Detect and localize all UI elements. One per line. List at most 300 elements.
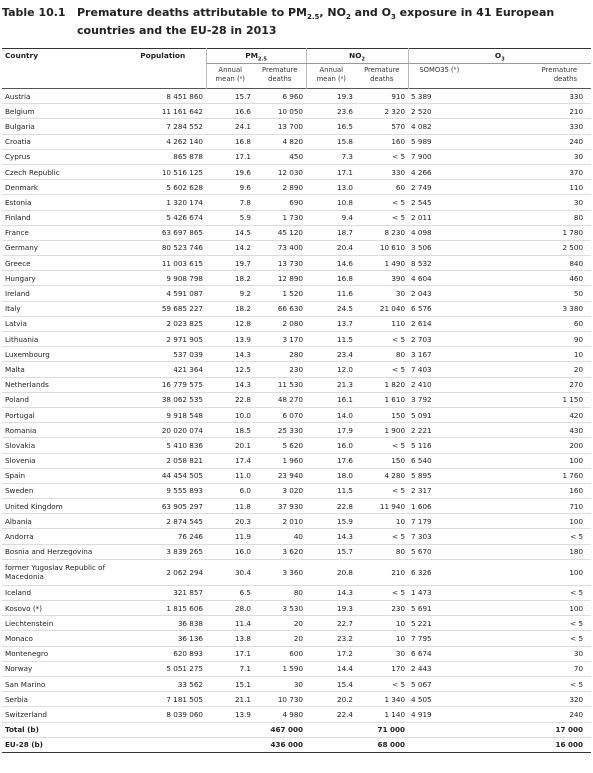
o3-deaths-cell: 100 xyxy=(470,559,591,585)
somo35-cell: 5 221 xyxy=(408,616,470,631)
somo35-cell: 5 116 xyxy=(408,438,470,453)
o3-deaths-cell: 270 xyxy=(470,377,591,392)
no2-mean-cell: 22.7 xyxy=(306,616,356,631)
o3-deaths-cell: 110 xyxy=(470,180,591,195)
pm25-deaths-cell: 2 080 xyxy=(254,316,306,331)
table-row xyxy=(2,585,591,600)
table-row xyxy=(2,468,591,483)
somo35-cell: 4 082 xyxy=(408,119,470,134)
no2-mean-cell: 17.6 xyxy=(306,453,356,468)
pm25-deaths-cell: 1 960 xyxy=(254,453,306,468)
population-cell: 38 062 535 xyxy=(120,392,206,407)
pm25-mean-cell: 16.0 xyxy=(206,544,254,559)
no2-deaths-cell: 210 xyxy=(356,559,408,585)
pm25-deaths-cell: 450 xyxy=(254,149,306,164)
pm25-deaths-cell: 45 120 xyxy=(254,225,306,240)
population-cell: 11 161 642 xyxy=(120,104,206,119)
pm25-mean-cell: 24.1 xyxy=(206,119,254,134)
country-cell: Croatia xyxy=(2,134,120,149)
o3-deaths-cell: 370 xyxy=(470,164,591,179)
pm25-mean-cell: 16.6 xyxy=(206,104,254,119)
o3-deaths-cell: 100 xyxy=(470,453,591,468)
no2-deaths-cell: 1 140 xyxy=(356,707,408,722)
no2-deaths-cell: 170 xyxy=(356,661,408,676)
pm25-mean-cell: 11.9 xyxy=(206,529,254,544)
no2-deaths-cell: < 5 xyxy=(356,676,408,691)
o3-total-cell: 17 000 xyxy=(470,722,591,737)
no2-deaths-cell: 1 820 xyxy=(356,377,408,392)
somo35-cell: 8 532 xyxy=(408,256,470,271)
table-row xyxy=(2,347,591,362)
somo35-cell: 6 540 xyxy=(408,453,470,468)
empty-cell xyxy=(206,722,254,737)
no2-mean-cell: 18.7 xyxy=(306,225,356,240)
table-row xyxy=(2,559,591,585)
o3-deaths-cell: 240 xyxy=(470,707,591,722)
population-cell: 9 908 798 xyxy=(120,271,206,286)
population-cell: 3 839 265 xyxy=(120,544,206,559)
o3-deaths-cell: 1 780 xyxy=(470,225,591,240)
no2-deaths-cell: 80 xyxy=(356,544,408,559)
country-cell: Poland xyxy=(2,392,120,407)
header-row-main xyxy=(2,49,591,64)
no2-mean-cell: 13.0 xyxy=(306,180,356,195)
somo35-cell: 6 576 xyxy=(408,301,470,316)
o3-deaths-cell: 210 xyxy=(470,104,591,119)
pm25-deaths-cell: 37 930 xyxy=(254,499,306,514)
country-cell: Bulgaria xyxy=(2,119,120,134)
no2-mean-cell: 23.4 xyxy=(306,347,356,362)
o3-deaths-cell: 710 xyxy=(470,499,591,514)
pm25-deaths-cell: 3 170 xyxy=(254,332,306,347)
no2-mean-cell: 14.0 xyxy=(306,407,356,422)
header-pm-mean: Annual mean (ᵃ) xyxy=(206,64,254,89)
country-cell: Kosovo (*) xyxy=(2,601,120,616)
population-cell: 421 364 xyxy=(120,362,206,377)
no2-deaths-cell: < 5 xyxy=(356,195,408,210)
somo35-cell: 4 098 xyxy=(408,225,470,240)
pm25-mean-cell: 7.8 xyxy=(206,195,254,210)
no2-mean-cell: 14.3 xyxy=(306,529,356,544)
somo35-cell: 5 091 xyxy=(408,407,470,422)
country-cell: Latvia xyxy=(2,316,120,331)
population-cell: 2 058 821 xyxy=(120,453,206,468)
somo35-cell: 7 179 xyxy=(408,514,470,529)
no2-mean-cell: 19.3 xyxy=(306,89,356,104)
no2-mean-cell: 19.3 xyxy=(306,601,356,616)
somo35-cell: 2 317 xyxy=(408,483,470,498)
no2-mean-cell: 15.9 xyxy=(306,514,356,529)
no2-deaths-cell: 1 610 xyxy=(356,392,408,407)
o3-deaths-cell: 90 xyxy=(470,332,591,347)
no2-mean-cell: 16.5 xyxy=(306,119,356,134)
pm25-mean-cell: 18.2 xyxy=(206,301,254,316)
table-row xyxy=(2,119,591,134)
table-row xyxy=(2,661,591,676)
country-cell: Austria xyxy=(2,89,120,104)
population-cell: 10 516 125 xyxy=(120,164,206,179)
no2-mean-cell: 16.8 xyxy=(306,271,356,286)
o3-deaths-cell: 430 xyxy=(470,423,591,438)
population-cell: 4 591 087 xyxy=(120,286,206,301)
empty-cell xyxy=(206,737,254,752)
pm25-deaths-cell: 230 xyxy=(254,362,306,377)
table-row xyxy=(2,616,591,631)
population-cell: 5 426 674 xyxy=(120,210,206,225)
pm25-mean-cell: 18.2 xyxy=(206,271,254,286)
population-cell: 63 697 865 xyxy=(120,225,206,240)
no2-deaths-cell: < 5 xyxy=(356,149,408,164)
somo35-cell: 2 011 xyxy=(408,210,470,225)
table-row xyxy=(2,392,591,407)
pm25-mean-cell: 6.0 xyxy=(206,483,254,498)
somo35-cell: 3 506 xyxy=(408,240,470,255)
population-cell: 321 857 xyxy=(120,585,206,600)
pm25-deaths-cell: 23 940 xyxy=(254,468,306,483)
pm25-deaths-cell: 2 010 xyxy=(254,514,306,529)
header-no2-deaths: Premature deaths xyxy=(364,66,400,83)
pm25-deaths-cell: 12 890 xyxy=(254,271,306,286)
pm25-deaths-cell: 66 630 xyxy=(254,301,306,316)
somo35-cell: 7 303 xyxy=(408,529,470,544)
no2-deaths-cell: 10 xyxy=(356,616,408,631)
table-row xyxy=(2,286,591,301)
population-cell: 2 023 825 xyxy=(120,316,206,331)
pm25-mean-cell: 15.1 xyxy=(206,676,254,691)
pm25-mean-cell: 14.5 xyxy=(206,225,254,240)
country-cell: Montenegro xyxy=(2,646,120,661)
no2-deaths-cell: 30 xyxy=(356,646,408,661)
somo35-cell: 5 989 xyxy=(408,134,470,149)
o3-deaths-cell: 80 xyxy=(470,210,591,225)
pm25-mean-cell: 11.0 xyxy=(206,468,254,483)
o3-deaths-cell: 100 xyxy=(470,601,591,616)
population-cell: 8 451 860 xyxy=(120,89,206,104)
country-cell: Romania xyxy=(2,423,120,438)
no2-deaths-cell: 910 xyxy=(356,89,408,104)
table-row xyxy=(2,438,591,453)
population-cell: 1 320 174 xyxy=(120,195,206,210)
somo35-cell: 5 389 xyxy=(408,89,470,104)
population-cell: 5 410 836 xyxy=(120,438,206,453)
table-caption xyxy=(2,6,591,37)
pm25-deaths-cell: 5 620 xyxy=(254,438,306,453)
empty-cell xyxy=(306,722,356,737)
no2-mean-cell: 14.6 xyxy=(306,256,356,271)
pm25-total-cell: 467 000 xyxy=(254,722,306,737)
table-row xyxy=(2,134,591,149)
o3-deaths-cell: 420 xyxy=(470,407,591,422)
no2-deaths-cell: 30 xyxy=(356,286,408,301)
somo35-cell: 4 604 xyxy=(408,271,470,286)
country-cell: Italy xyxy=(2,301,120,316)
o3-deaths-cell: 3 380 xyxy=(470,301,591,316)
pm25-deaths-cell: 3 530 xyxy=(254,601,306,616)
somo35-cell: 4 266 xyxy=(408,164,470,179)
population-cell: 36 838 xyxy=(120,616,206,631)
pm25-mean-cell: 20.3 xyxy=(206,514,254,529)
table-title: Premature deaths attributable to $PM_{2.5}$, $NO_2$ and $O_3$ exposure in 41 European countries and the EU-28 in 2013 xyxy=(77,6,555,38)
no2-mean-cell: 17.1 xyxy=(306,164,356,179)
header-pm-deaths: Premature deaths xyxy=(262,66,298,83)
pm25-mean-cell: 14.3 xyxy=(206,377,254,392)
pm25-deaths-cell: 3 360 xyxy=(254,559,306,585)
header-country: Country xyxy=(5,51,39,60)
country-cell: Hungary xyxy=(2,271,120,286)
empty-cell xyxy=(408,722,470,737)
population-cell: 1 815 606 xyxy=(120,601,206,616)
no2-mean-cell: 17.2 xyxy=(306,646,356,661)
header-o3: $O_3$ xyxy=(408,49,591,64)
table-row xyxy=(2,332,591,347)
country-cell: Malta xyxy=(2,362,120,377)
country-cell: Spain xyxy=(2,468,120,483)
pm25-mean-cell: 14.3 xyxy=(206,347,254,362)
o3-total-cell: 16 000 xyxy=(470,737,591,752)
no2-deaths-cell: < 5 xyxy=(356,585,408,600)
pm25-mean-cell: 9.2 xyxy=(206,286,254,301)
country-cell: Monaco xyxy=(2,631,120,646)
pm25-deaths-cell: 690 xyxy=(254,195,306,210)
population-cell: 9 555 893 xyxy=(120,483,206,498)
pm25-deaths-cell: 1 730 xyxy=(254,210,306,225)
o3-deaths-cell: 2 500 xyxy=(470,240,591,255)
population-cell: 865 878 xyxy=(120,149,206,164)
o3-deaths-cell: 20 xyxy=(470,362,591,377)
country-cell: Finland xyxy=(2,210,120,225)
population-cell: 20 020 074 xyxy=(120,423,206,438)
country-cell: Ireland xyxy=(2,286,120,301)
population-cell: 537 039 xyxy=(120,347,206,362)
pm25-mean-cell: 9.6 xyxy=(206,180,254,195)
o3-deaths-cell: 30 xyxy=(470,646,591,661)
pm25-deaths-cell: 3 020 xyxy=(254,483,306,498)
pm25-mean-cell: 22.8 xyxy=(206,392,254,407)
table-row xyxy=(2,195,591,210)
population-cell: 7 181 505 xyxy=(120,692,206,707)
pm25-mean-cell: 17.4 xyxy=(206,453,254,468)
country-cell: Iceland xyxy=(2,585,120,600)
country-cell: Portugal xyxy=(2,407,120,422)
no2-mean-cell: 14.4 xyxy=(306,661,356,676)
table-row xyxy=(2,225,591,240)
no2-mean-cell: 20.8 xyxy=(306,559,356,585)
table-row xyxy=(2,164,591,179)
total-row xyxy=(2,722,591,737)
pm25-deaths-cell: 20 xyxy=(254,631,306,646)
pm25-deaths-cell: 3 620 xyxy=(254,544,306,559)
population-cell: 7 284 552 xyxy=(120,119,206,134)
somo35-cell: 2 749 xyxy=(408,180,470,195)
somo35-cell: 4 919 xyxy=(408,707,470,722)
no2-mean-cell: 20.2 xyxy=(306,692,356,707)
o3-deaths-cell: 60 xyxy=(470,316,591,331)
o3-deaths-cell: 1 760 xyxy=(470,468,591,483)
no2-deaths-cell: 2 320 xyxy=(356,104,408,119)
population-cell: 4 262 140 xyxy=(120,134,206,149)
no2-deaths-cell: < 5 xyxy=(356,529,408,544)
pm25-deaths-cell: 40 xyxy=(254,529,306,544)
population-cell: 63 905 297 xyxy=(120,499,206,514)
no2-mean-cell: 15.8 xyxy=(306,134,356,149)
empty-cell xyxy=(408,737,470,752)
population-cell: 44 454 505 xyxy=(120,468,206,483)
table-row xyxy=(2,240,591,255)
population-cell: 620 893 xyxy=(120,646,206,661)
pm25-deaths-cell: 13 730 xyxy=(254,256,306,271)
no2-deaths-cell: 10 610 xyxy=(356,240,408,255)
pm25-deaths-cell: 11 530 xyxy=(254,377,306,392)
o3-deaths-cell: 330 xyxy=(470,119,591,134)
pm25-mean-cell: 17.1 xyxy=(206,149,254,164)
no2-mean-cell: 22.4 xyxy=(306,707,356,722)
population-cell: 59 685 227 xyxy=(120,301,206,316)
pm25-deaths-cell: 6 070 xyxy=(254,407,306,422)
somo35-cell: 2 545 xyxy=(408,195,470,210)
pm25-deaths-cell: 12 030 xyxy=(254,164,306,179)
no2-deaths-cell: < 5 xyxy=(356,438,408,453)
pm25-mean-cell: 10.0 xyxy=(206,407,254,422)
header-o3-deaths: Premature deaths xyxy=(541,66,578,83)
table-row xyxy=(2,646,591,661)
pm25-mean-cell: 18.5 xyxy=(206,423,254,438)
country-cell: Bosnia and Herzegovina xyxy=(2,544,120,559)
pm25-mean-cell: 19.6 xyxy=(206,164,254,179)
pm25-mean-cell: 13.9 xyxy=(206,332,254,347)
no2-deaths-cell: 1 490 xyxy=(356,256,408,271)
no2-mean-cell: 10.8 xyxy=(306,195,356,210)
somo35-cell: 6 674 xyxy=(408,646,470,661)
country-cell: Czech Republic xyxy=(2,164,120,179)
country-cell: France xyxy=(2,225,120,240)
country-cell: Slovakia xyxy=(2,438,120,453)
total-label: EU-28 (b) xyxy=(2,737,120,752)
no2-mean-cell: 16.0 xyxy=(306,438,356,453)
pm25-mean-cell: 13.9 xyxy=(206,707,254,722)
pm25-deaths-cell: 20 xyxy=(254,616,306,631)
country-cell: Albania xyxy=(2,514,120,529)
somo35-cell: 3 167 xyxy=(408,347,470,362)
no2-deaths-cell: 8 230 xyxy=(356,225,408,240)
o3-deaths-cell: < 5 xyxy=(470,616,591,631)
pm25-mean-cell: 11.4 xyxy=(206,616,254,631)
table-row xyxy=(2,301,591,316)
somo35-cell: 2 614 xyxy=(408,316,470,331)
no2-deaths-cell: 21 040 xyxy=(356,301,408,316)
table-number: Table 10.1 xyxy=(2,6,66,19)
somo35-cell: 7 795 xyxy=(408,631,470,646)
country-cell: Germany xyxy=(2,240,120,255)
table-row xyxy=(2,631,591,646)
no2-mean-cell: 23.6 xyxy=(306,104,356,119)
no2-mean-cell: 17.9 xyxy=(306,423,356,438)
pm25-mean-cell: 28.0 xyxy=(206,601,254,616)
no2-mean-cell: 15.4 xyxy=(306,676,356,691)
empty-cell xyxy=(120,722,206,737)
table-row xyxy=(2,676,591,691)
o3-deaths-cell: 30 xyxy=(470,195,591,210)
pm25-deaths-cell: 10 050 xyxy=(254,104,306,119)
country-cell: Norway xyxy=(2,661,120,676)
o3-deaths-cell: 320 xyxy=(470,692,591,707)
no2-total-cell: 71 000 xyxy=(356,722,408,737)
population-cell: 2 874 545 xyxy=(120,514,206,529)
pm25-mean-cell: 17.1 xyxy=(206,646,254,661)
country-cell: Sweden xyxy=(2,483,120,498)
table-row xyxy=(2,316,591,331)
pm25-deaths-cell: 4 980 xyxy=(254,707,306,722)
no2-deaths-cell: 150 xyxy=(356,407,408,422)
table-row xyxy=(2,601,591,616)
population-cell: 8 039 060 xyxy=(120,707,206,722)
somo35-cell: 7 900 xyxy=(408,149,470,164)
somo35-cell: 2 443 xyxy=(408,661,470,676)
population-cell: 80 523 746 xyxy=(120,240,206,255)
somo35-cell: 2 410 xyxy=(408,377,470,392)
country-cell: former Yugoslav Republic of Macedonia xyxy=(2,559,120,585)
somo35-cell: 5 691 xyxy=(408,601,470,616)
country-cell: Netherlands xyxy=(2,377,120,392)
pm25-mean-cell: 13.8 xyxy=(206,631,254,646)
table-row xyxy=(2,514,591,529)
pm25-mean-cell: 6.5 xyxy=(206,585,254,600)
no2-mean-cell: 12.0 xyxy=(306,362,356,377)
no2-deaths-cell: 390 xyxy=(356,271,408,286)
country-cell: San Marino xyxy=(2,676,120,691)
no2-mean-cell: 14.3 xyxy=(306,585,356,600)
pm25-deaths-cell: 6 960 xyxy=(254,89,306,104)
somo35-cell: 6 326 xyxy=(408,559,470,585)
pm25-mean-cell: 5.9 xyxy=(206,210,254,225)
pm25-deaths-cell: 280 xyxy=(254,347,306,362)
country-cell: Luxembourg xyxy=(2,347,120,362)
somo35-cell: 2 520 xyxy=(408,104,470,119)
population-cell: 36 136 xyxy=(120,631,206,646)
o3-deaths-cell: 70 xyxy=(470,661,591,676)
country-cell: Andorra xyxy=(2,529,120,544)
pm25-mean-cell: 11.8 xyxy=(206,499,254,514)
no2-deaths-cell: 11 940 xyxy=(356,499,408,514)
no2-total-cell: 68 000 xyxy=(356,737,408,752)
total-label: Total (b) xyxy=(2,722,120,737)
population-cell: 5 051 275 xyxy=(120,661,206,676)
no2-deaths-cell: 230 xyxy=(356,601,408,616)
country-cell: Denmark xyxy=(2,180,120,195)
o3-deaths-cell: 240 xyxy=(470,134,591,149)
header-somo35: SOMO35 (ᵇ) xyxy=(408,64,470,89)
somo35-cell: 1 606 xyxy=(408,499,470,514)
somo35-cell: 2 703 xyxy=(408,332,470,347)
o3-deaths-cell: < 5 xyxy=(470,529,591,544)
no2-mean-cell: 16.1 xyxy=(306,392,356,407)
pm25-deaths-cell: 1 520 xyxy=(254,286,306,301)
table-row xyxy=(2,377,591,392)
pm25-deaths-cell: 13 700 xyxy=(254,119,306,134)
table-row xyxy=(2,89,591,104)
country-cell: Estonia xyxy=(2,195,120,210)
no2-mean-cell: 24.5 xyxy=(306,301,356,316)
pm25-mean-cell: 7.1 xyxy=(206,661,254,676)
no2-mean-cell: 21.3 xyxy=(306,377,356,392)
no2-mean-cell: 22.8 xyxy=(306,499,356,514)
somo35-cell: 5 895 xyxy=(408,468,470,483)
table-row xyxy=(2,210,591,225)
somo35-cell: 4 505 xyxy=(408,692,470,707)
pm25-mean-cell: 15.7 xyxy=(206,89,254,104)
pm25-mean-cell: 14.2 xyxy=(206,240,254,255)
country-cell: Greece xyxy=(2,256,120,271)
pm25-total-cell: 436 000 xyxy=(254,737,306,752)
